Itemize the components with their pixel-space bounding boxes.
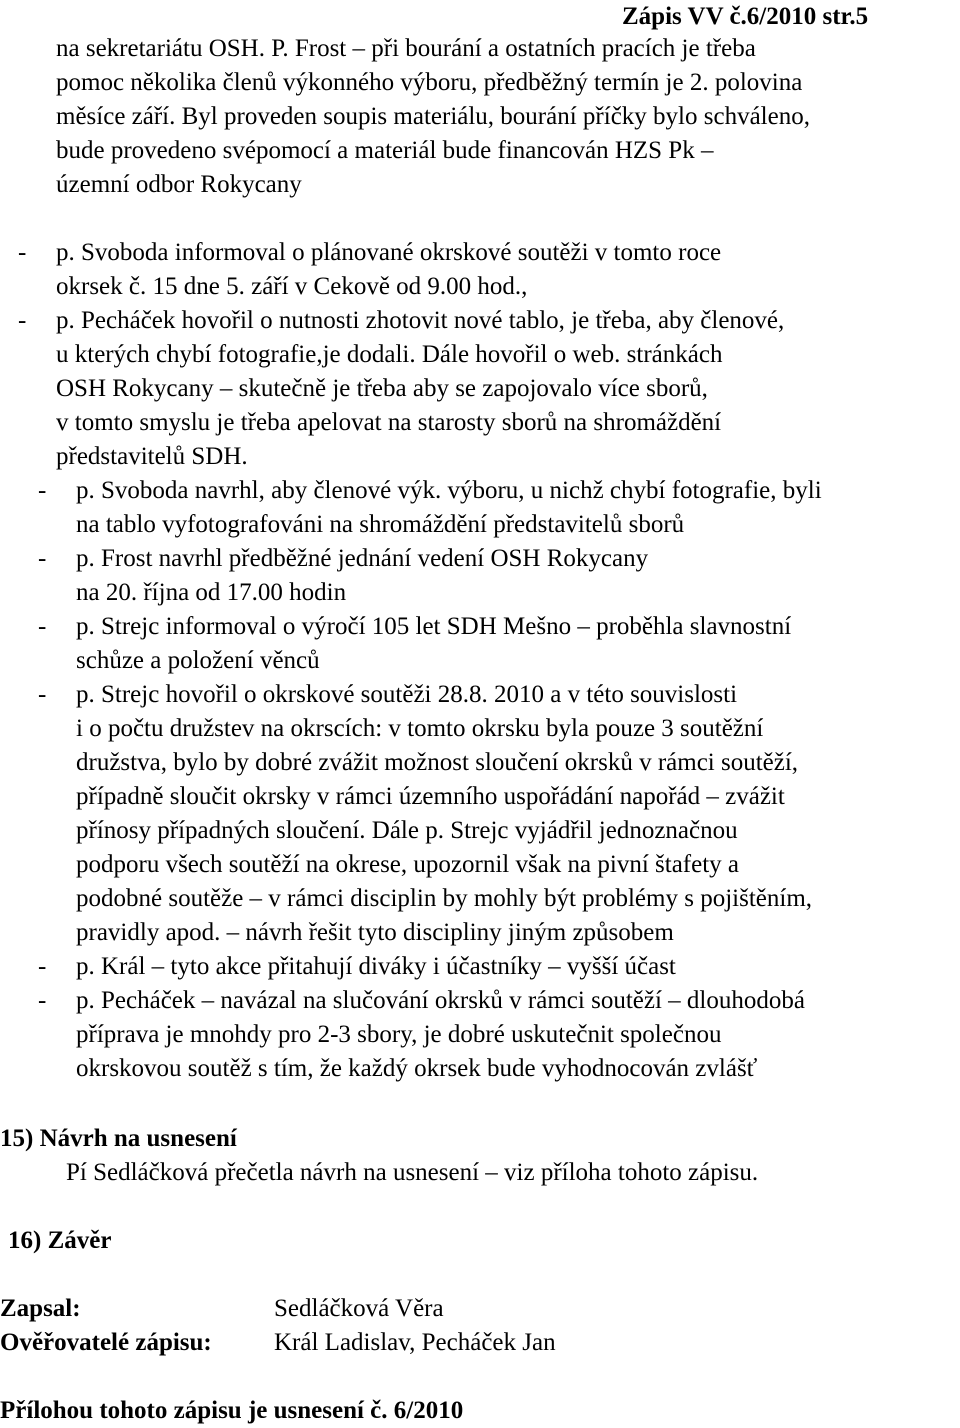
bullet-2-line-2: u kterých chybí fotografie,je dodali. Dále hovořil o web. stránkách <box>56 341 723 368</box>
bullet-2-line-1: p. Pecháček hovořil o nutnosti zhotovit nové tablo, je třeba, aby členové, <box>56 307 785 334</box>
bullet-6-line-8: pravidly apod. – návrh řešit tyto discipliny jiným způsobem <box>76 919 674 946</box>
bullet-4-line-1: p. Frost navrhl předběžné jednání vedení OSH Rokycany <box>76 545 649 572</box>
intro-line-3: měsíce září. Byl proveden soupis materiálu, bourání příčky bylo schváleno, <box>56 103 810 130</box>
bullet-6-line-6: podporu všech soutěží na okrese, upozornil však na pivní štafety a <box>76 851 740 878</box>
bullet-6-line-3: družstva, bylo by dobré zvážit možnost sloučení okrsků v rámci soutěží, <box>76 749 799 776</box>
bullet-2-line-4: v tomto smyslu je třeba apelovat na starosty sborů na shromáždění <box>56 409 722 436</box>
bullet-6-line-1: p. Strejc hovořil o okrskové soutěži 28.8. 2010 a v této souvislosti <box>76 681 738 708</box>
section-15-text: Pí Sedláčková přečetla návrh na usnesení – viz příloha tohoto zápisu. <box>66 1159 759 1186</box>
bullet-4-line-2: na 20. října od 17.00 hodin <box>76 579 347 606</box>
bullet-dash: - <box>38 987 47 1014</box>
bullet-3-line-2: na tablo vyfotografováni na shromáždění představitelů sborů <box>76 511 685 538</box>
intro-line-4: bude provedeno svépomocí a materiál bude financován HZS Pk – <box>56 137 714 164</box>
section-15-title: 15) Návrh na usnesení <box>0 1125 237 1152</box>
bullet-6-line-5: přínosy případných sloučení. Dále p. Strejc vyjádřil jednoznačnou <box>76 817 738 844</box>
bullet-6-line-2: i o počtu družstev na okrscích: v tomto okrsku byla pouze 3 soutěžní <box>76 715 764 742</box>
bullet-5-line-1: p. Strejc informoval o výročí 105 let SDH Mešno – proběhla slavnostní <box>76 613 792 640</box>
bullet-6-line-4: případně sloučit okrsky v rámci územního uspořádání napořád – zvážit <box>76 783 785 810</box>
overovatele-value: Král Ladislav, Pecháček Jan <box>274 1329 556 1356</box>
bullet-dash: - <box>18 239 27 266</box>
zapsal-label: Zapsal: <box>0 1295 81 1322</box>
bullet-8-line-3: okrskovou soutěž s tím, že každý okrsek bude vyhodnocován zvlášť <box>76 1055 758 1082</box>
page-header: Zápis VV č.6/2010 str.5 <box>622 3 869 30</box>
bullet-7-line-1: p. Král – tyto akce přitahují diváky i účastníky – vyšší účast <box>76 953 676 980</box>
section-16-title: 16) Závěr <box>8 1227 112 1254</box>
bullet-dash: - <box>38 953 47 980</box>
bullet-8-line-1: p. Pecháček – navázal na slučování okrsků v rámci soutěží – dlouhodobá <box>76 987 805 1014</box>
bullet-dash: - <box>18 307 27 334</box>
overovatele-label: Ověřovatelé zápisu: <box>0 1329 212 1356</box>
bullet-3-line-1: p. Svoboda navrhl, aby členové výk. výboru, u nichž chybí fotografie, byli <box>76 477 822 504</box>
bullet-1-line-2: okrsek č. 15 dne 5. září v Cekově od 9.00 hod., <box>56 273 528 300</box>
bullet-dash: - <box>38 477 47 504</box>
bullet-2-line-5: představitelů SDH. <box>56 443 248 470</box>
intro-line-5: územní odbor Rokycany <box>56 171 302 198</box>
intro-line-1: na sekretariátu OSH. P. Frost – při bourání a ostatních pracích je třeba <box>56 35 756 62</box>
footer-note: Přílohou tohoto zápisu je usnesení č. 6/2010 <box>0 1397 464 1424</box>
bullet-dash: - <box>38 545 47 572</box>
intro-line-2: pomoc několika členů výkonného výboru, předběžný termín je 2. polovina <box>56 69 803 96</box>
bullet-2-line-3: OSH Rokycany – skutečně je třeba aby se zapojovalo více sborů, <box>56 375 708 402</box>
bullet-dash: - <box>38 613 47 640</box>
bullet-1-line-1: p. Svoboda informoval o plánované okrskové soutěži v tomto roce <box>56 239 722 266</box>
bullet-8-line-2: příprava je mnohdy pro 2-3 sbory, je dobré uskutečnit společnou <box>76 1021 722 1048</box>
zapsal-value: Sedláčková Věra <box>274 1295 444 1322</box>
bullet-6-line-7: podobné soutěže – v rámci disciplin by mohly být problémy s pojištěním, <box>76 885 813 912</box>
bullet-5-line-2: schůze a položení věnců <box>76 647 320 674</box>
bullet-dash: - <box>38 681 47 708</box>
